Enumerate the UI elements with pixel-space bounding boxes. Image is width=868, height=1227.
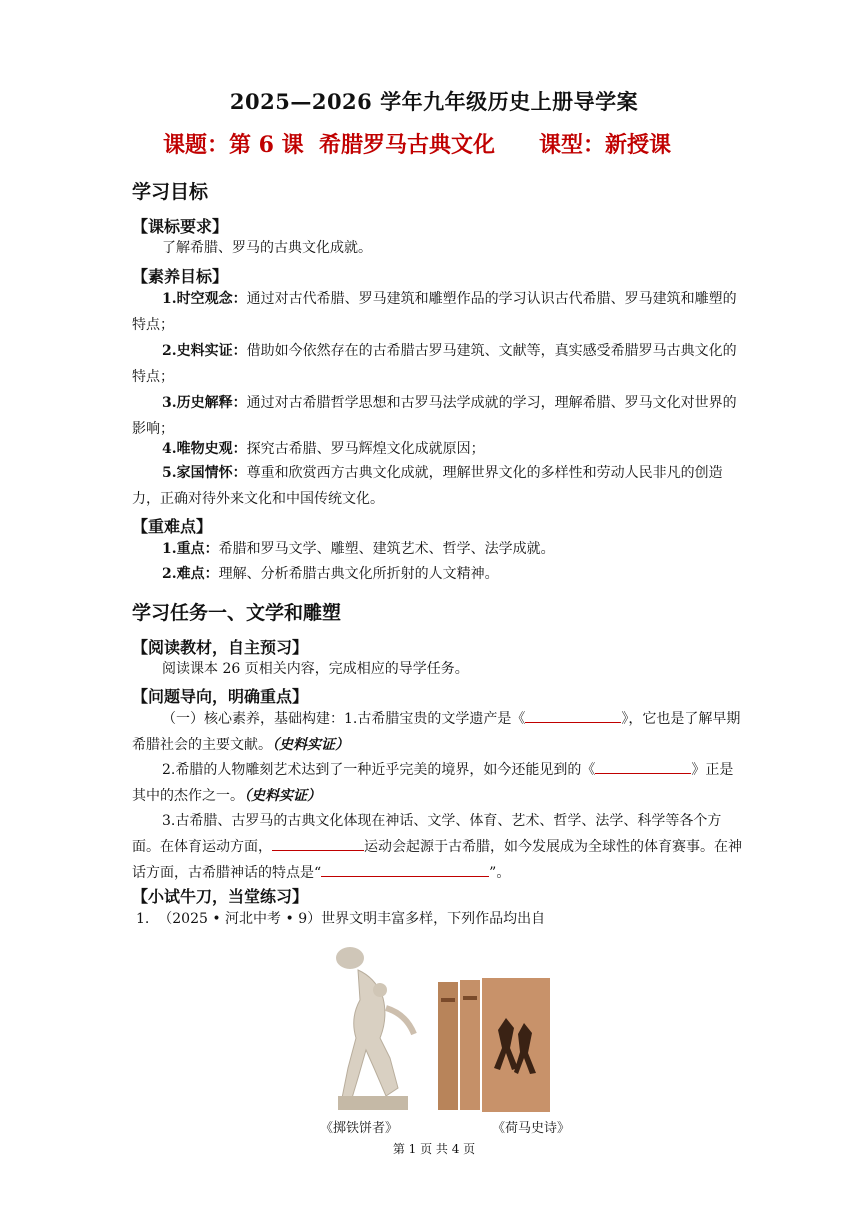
goals-heading: 学习目标: [132, 181, 209, 203]
caption-homer: 《荷马史诗》: [492, 1121, 571, 1136]
lesson-line: [163, 128, 671, 159]
answer-blank-1[interactable]: [525, 708, 621, 723]
question-3: 3.古希腊、古罗马的古典文化体现在神话、文学、体育、艺术、哲学、法学、科学等各个方面。在体育运动方面， 运动会起源于古希腊，如今发展成为全球性的体育赛事。在神话方面，古希腊神话的特点是“ ”。: [132, 813, 742, 881]
key-item-1: 1.重点：希腊和罗马文学、雕塑、建筑艺术、哲学、法学成就。: [162, 541, 555, 557]
key-heading: 【重难点】: [132, 517, 213, 536]
literacy-item-4: 4.唯物史观：探究古希腊、罗马辉煌文化成就原因；: [162, 441, 485, 457]
standard-text: 了解希腊、罗马的古典文化成就。: [162, 240, 372, 256]
caption-discobolus: 《掷铁饼者》: [320, 1121, 399, 1136]
literacy-item-3: 3.历史解释：通过对古希腊哲学思想和古罗马法学成就的学习，理解希腊、罗马文化对世界的影响；: [132, 395, 737, 437]
question-heading: 【问题导向，明确重点】: [132, 687, 309, 706]
literacy-item-2: 2.史料实证：借助如今依然存在的古希腊古罗马建筑、文献等，真实感受希腊罗马古典文化的特点；: [132, 343, 737, 385]
literacy-heading: 【素养目标】: [132, 267, 229, 286]
literacy-item-5: 5.家国情怀：尊重和欣赏西方古典文化成就，理解世界文化的多样性和劳动人民非凡的创造力，正确对待外来文化和中国传统文化。: [132, 465, 723, 507]
read-text: 阅读课本 26 页相关内容，完成相应的导学任务。: [162, 661, 469, 677]
key-item-2: 2.难点：理解、分析希腊古典文化所折射的人文精神。: [162, 566, 499, 582]
answer-blank-2[interactable]: [595, 759, 691, 774]
practice-heading: 【小试牛刀，当堂练习】: [132, 887, 309, 906]
homer-epic-book-image: [436, 978, 552, 1113]
literacy-item-1: 1.时空观念：通过对古代希腊、罗马建筑和雕塑作品的学习认识古代希腊、罗马建筑和雕塑的特点；: [132, 291, 737, 333]
page-footer: 第 1 页 共 4 页: [392, 1142, 476, 1156]
read-heading: 【阅读教材，自主预习】: [132, 638, 309, 657]
doc-title: 2025—2026 学年九年级历史上册导学案: [229, 89, 639, 114]
lesson-label: 课题：第 6 课: [163, 132, 304, 158]
discobolus-statue-image: [328, 938, 428, 1113]
standard-heading: 【课标要求】: [132, 217, 229, 236]
lesson-name: 希腊罗马古典文化: [318, 132, 495, 158]
answer-blank-4[interactable]: [321, 862, 489, 877]
answer-blank-3[interactable]: [272, 836, 364, 851]
question-1: （一）核心素养，基础构建：1.古希腊宝贵的文学遗产是《 》，它也是了解早期希腊社会的主要文献。（史料实证）: [132, 706, 744, 758]
lesson-type: 课型：新授课: [538, 132, 671, 158]
exercise-1: 1. （2025 • 河北中考 • 9）世界文明丰富多样，下列作品均出自: [136, 911, 546, 927]
question-2: 2.希腊的人物雕刻艺术达到了一种近乎完美的境界，如今还能见到的《 》正是其中的杰作之一。（史料实证）: [132, 757, 744, 809]
task1-heading: 学习任务一、文学和雕塑: [132, 602, 342, 624]
